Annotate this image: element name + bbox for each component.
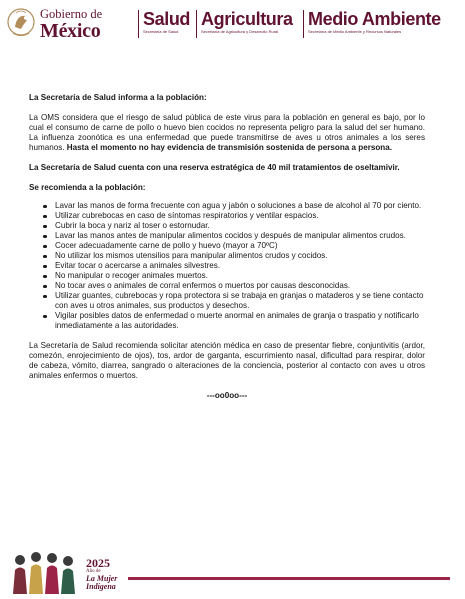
year-line3: Indígena — [86, 582, 116, 591]
year-line2: La Mujer — [86, 574, 118, 583]
dept-agricultura-name: Agricultura — [201, 9, 293, 29]
gobierno-line1: Gobierno de — [40, 7, 103, 21]
paragraph-oms-emphasis: Hasta el momento no hay evidencia de transmisión sostenida de persona a persona. — [66, 143, 392, 152]
list-item: No manipular o recoger animales muertos. — [55, 271, 425, 281]
list-item: Utilizar cubrebocas en caso de síntomas respiratorios y ventilar espacios. — [55, 211, 425, 221]
header-divider — [138, 10, 139, 38]
document-heading: La Secretaría de Salud informa a la población: — [29, 93, 207, 102]
gobierno-logo — [6, 5, 134, 43]
paragraph-reserve: La Secretaría de Salud cuenta con una reserva estratégica de 40 mil tratamientos de oseltamivir. — [29, 163, 400, 172]
indigenous-women-illustration-icon — [8, 546, 86, 594]
list-item: Vigilar posibles datos de enfermedad o muerte anormal en animales de granja o traspatio y notificarlo inmediatamente a las autoridades. — [55, 311, 425, 331]
footer-divider — [128, 577, 450, 580]
recommendations-list — [29, 201, 425, 331]
dept-agricultura-subtitle: Secretaría de Agricultura y Desarrollo Rural — [201, 29, 279, 34]
header-divider — [196, 10, 197, 38]
header — [0, 0, 465, 48]
dept-medio-ambiente-name: Medio Ambiente — [308, 9, 441, 29]
list-item: Lavar las manos de forma frecuente con agua y jabón o soluciones a base de alcohol al 70 por ciento. — [55, 201, 425, 211]
year-badge — [86, 557, 117, 591]
year-line1: Año de — [86, 569, 101, 574]
end-mark: ---oo0oo--- — [206, 391, 248, 400]
list-item: No tocar aves o animales de corral enfermos o muertos por causas desconocidas. — [55, 281, 425, 291]
list-item: Lavar las manos antes de manipular alimentos cocidos y después de manipular alimentos crudos. — [55, 231, 425, 241]
year-number: 2025 — [86, 556, 110, 570]
closing-paragraph: La Secretaría de Salud recomienda solicitar atención médica en caso de presentar fiebre, conjuntivitis (ardor, comezón, enrojecimiento de ojos), tos, ardor de garganta, escurrimiento nasal, dificultad para respirar, dolor de cabeza, vómito, diarrea, sangrado o alteraciones de la conciencia, posterior al contacto con aves u otros animales enfermos o muertos. — [29, 341, 425, 380]
list-item: No utilizar los mismos utensilios para manipular alimentos crudos y cocidos. — [55, 251, 425, 261]
dept-salud-name: Salud — [143, 9, 191, 29]
document-body — [29, 93, 425, 411]
eagle-emblem-icon — [6, 5, 36, 43]
list-item: Cubrir la boca y nariz al toser o estornudar. — [55, 221, 425, 231]
dept-salud-subtitle: Secretaría de Salud — [143, 29, 179, 34]
dept-medio-ambiente-subtitle: Secretaría de Medio Ambiente y Recursos Naturales — [308, 29, 402, 34]
dept-salud — [143, 9, 190, 34]
dept-agricultura — [201, 9, 293, 34]
paragraph-oms-text: La OMS considera que el riesgo de salud pública de este virus para la población en general es bajo, por lo cual el consumo de carne de pollo o huevo bien cocidos no representa peligro para la salud del ser humano. La influenza zoonótica es una enfermedad que puede transmitirse de aves u otros animales a los seres humanos. — [29, 113, 425, 152]
list-item: Evitar tocar o acercarse a animales silvestres. — [55, 261, 425, 271]
paragraph-oms — [29, 113, 425, 153]
gobierno-line2: México — [40, 20, 101, 42]
dept-medio-ambiente — [308, 9, 441, 34]
header-divider — [303, 10, 304, 38]
recommend-heading: Se recomienda a la población: — [29, 183, 146, 192]
list-item: Cocer adecuadamente carne de pollo y huevo (mayor a 70ºC) — [55, 241, 425, 251]
list-item: Utilizar guantes, cubrebocas y ropa protectora si se trabaja en granjas o mataderos y se tiene contacto con aves u otros animales, sus productos y desechos. — [55, 291, 424, 310]
